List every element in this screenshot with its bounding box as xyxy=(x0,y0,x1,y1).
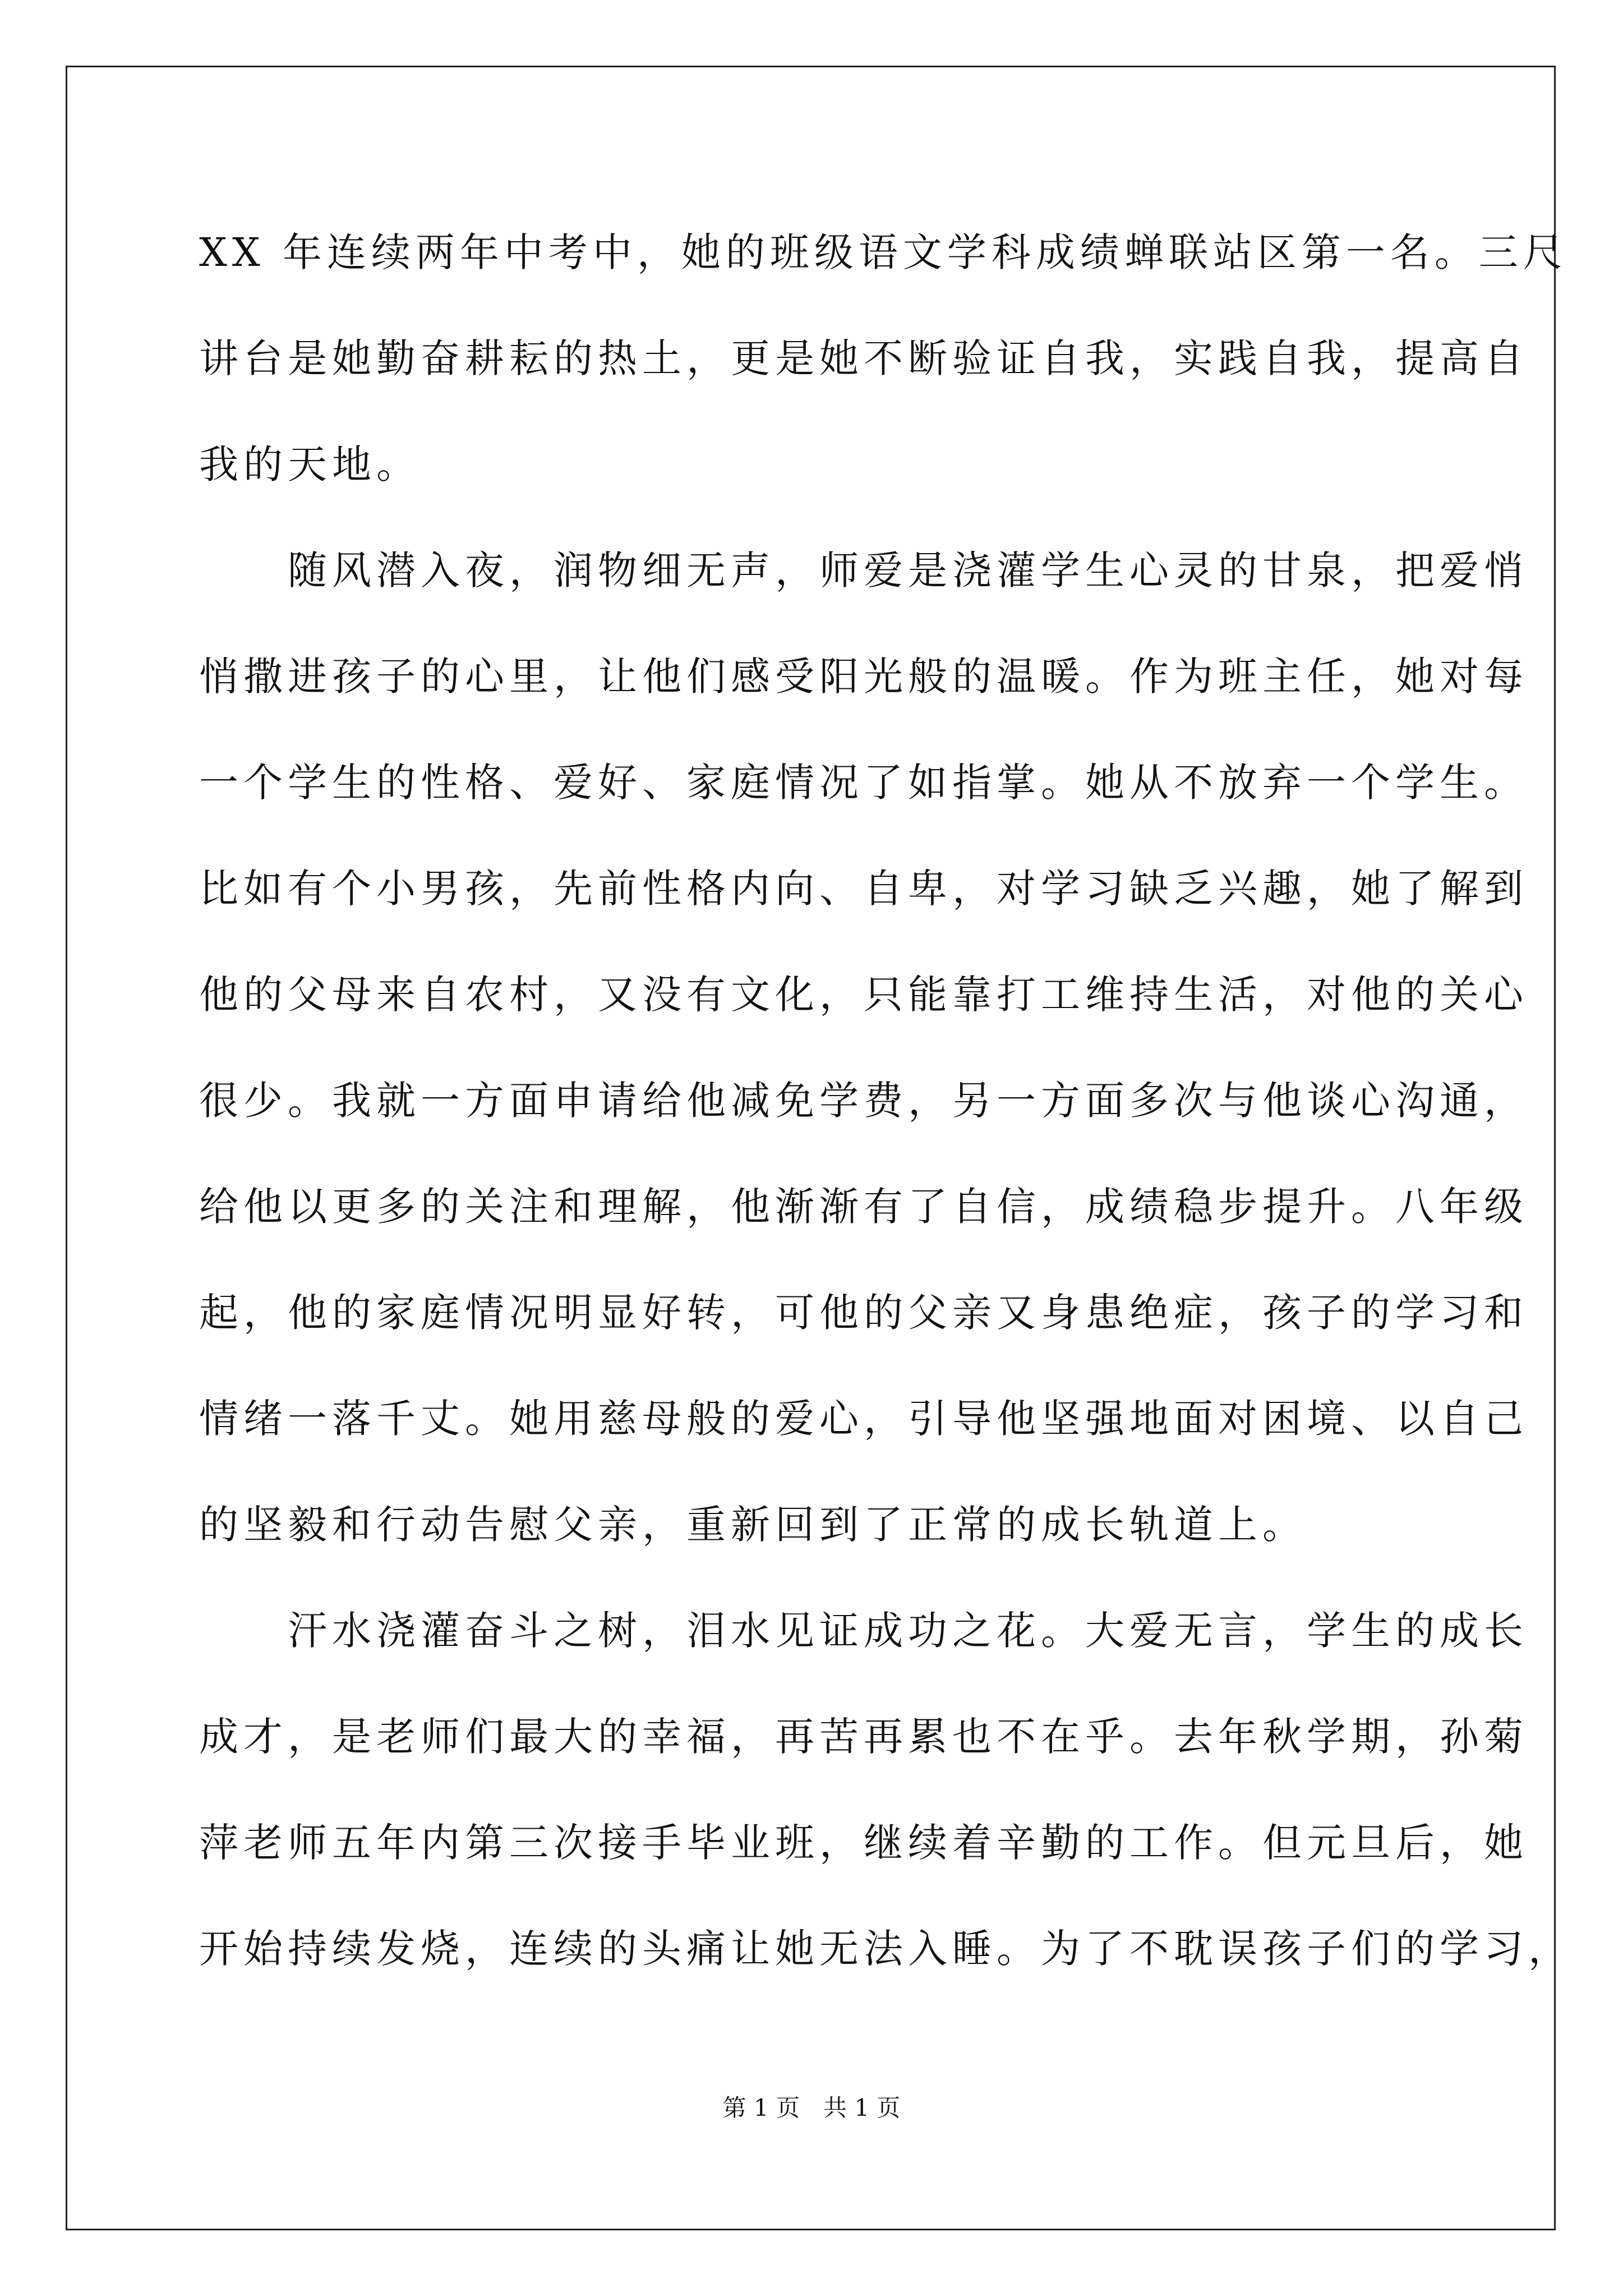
text-line: 情绪一落千丈。她用慈母般的爱心，引导他坚强地面对困境、以自己 xyxy=(199,1396,1528,1442)
text-line: 开始持续发烧，连续的头痛让她无法入睡。为了不耽误孩子们的学习， xyxy=(199,1926,1573,1972)
text-line: 比如有个小男孩，先前性格内向、自卑，对学习缺乏兴趣，她了解到 xyxy=(199,866,1528,912)
text-line: 悄撒进孩子的心里，让他们感受阳光般的温暖。作为班主任，她对每 xyxy=(199,654,1528,700)
text-line: 起，他的家庭情况明显好转，可他的父亲又身患绝症，孩子的学习和 xyxy=(199,1290,1528,1336)
text-line: 随风潜入夜，润物细无声，师爱是浇灌学生心灵的甘泉，把爱悄 xyxy=(199,547,1528,593)
page-number-footer: 第 1 页 共 1 页 xyxy=(722,2094,901,2122)
text-line: 萍老师五年内第三次接手毕业班，继续着辛勤的工作。但元旦后，她 xyxy=(199,1820,1528,1866)
text-line: 成才，是老师们最大的幸福，再苦再累也不在乎。去年秋学期，孙菊 xyxy=(199,1714,1528,1760)
text-line: 汗水浇灌奋斗之树，泪水见证成功之花。大爱无言，学生的成长 xyxy=(199,1608,1528,1654)
text-line: 的坚毅和行动告慰父亲，重新回到了正常的成长轨道上。 xyxy=(199,1502,1307,1548)
text-line: 很少。我就一方面申请给他减免学费，另一方面多次与他谈心沟通， xyxy=(199,1078,1528,1124)
text-line: 给他以更多的关注和理解，他渐渐有了自信，成绩稳步提升。八年级 xyxy=(199,1184,1528,1230)
document-body xyxy=(199,200,1573,2002)
text-line: XX 年连续两年中考中，她的班级语文学科成绩蝉联站区第一名。三尺 xyxy=(199,229,1567,275)
text-line: 我的天地。 xyxy=(199,441,421,487)
text-line: 一个学生的性格、爱好、家庭情况了如指掌。她从不放弃一个学生。 xyxy=(199,760,1528,806)
text-line: 他的父母来自农村，又没有文化，只能靠打工维持生活，对他的关心 xyxy=(199,972,1528,1018)
text-line: 讲台是她勤奋耕耘的热土，更是她不断验证自我，实践自我，提高自 xyxy=(199,335,1528,381)
